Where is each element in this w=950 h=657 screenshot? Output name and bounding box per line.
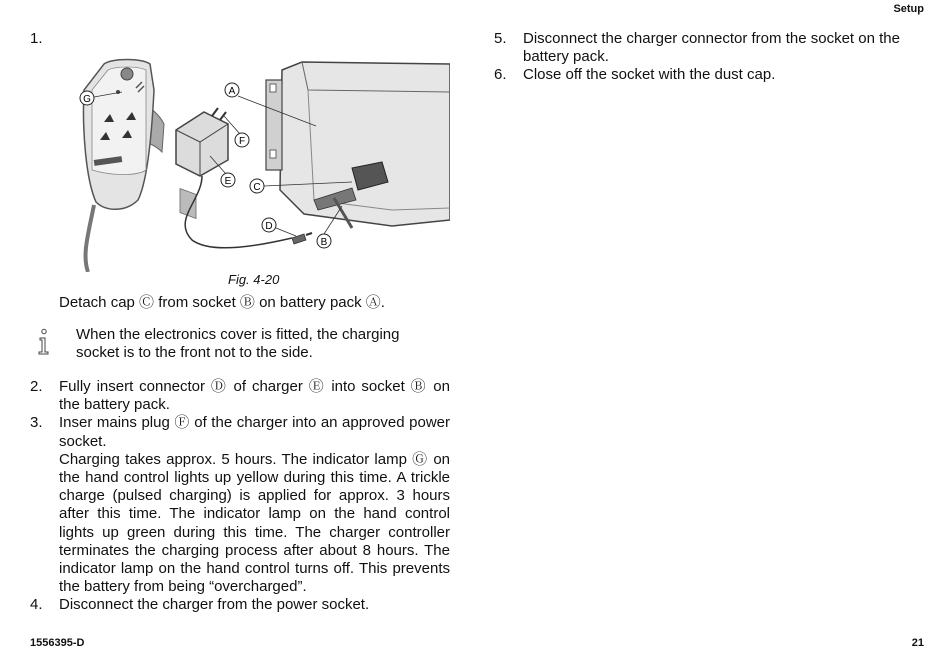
battery-pack [266,62,450,228]
step-text: Close off the socket with the dust cap. [523,66,776,84]
step-2 [30,378,450,414]
indicator-lamp [116,90,120,94]
step-number: 1. [30,30,43,47]
charger-figure [52,50,450,272]
step-number: 6. [494,66,507,84]
right-column [494,30,900,85]
info-icon [34,328,52,356]
label-c: C [253,182,261,193]
step-number: 3. [30,414,43,432]
steps-list-left [30,378,450,615]
detach-instruction: Detach cap Ⓒ from socket Ⓑ on battery pack Ⓐ. [59,294,385,311]
step-5 [494,30,900,66]
doc-number: 1556395-D [30,637,85,649]
label-b: B [320,237,328,248]
step-3 [30,414,450,596]
label-e: E [224,176,232,187]
hand-control [84,60,155,210]
page-number: 21 [911,637,924,649]
step-text: Disconnect the charger connector from the socket on the battery pack. [523,30,900,66]
charger-cable [185,176,292,248]
hand-control-cable [86,205,94,272]
label-d: D [265,221,273,232]
step-6 [494,66,900,84]
power-button-icon [121,68,133,80]
label-f: F [238,136,246,147]
section-header: Setup [893,3,924,15]
step-4 [30,596,450,614]
step-number: 4. [30,596,43,614]
label-a: A [228,86,236,97]
step-text: Disconnect the charger from the power socket. [59,596,370,614]
label-g: G [83,94,91,105]
step-text: Inser mains plug Ⓕ of the charger into an approved power socket. [59,414,450,450]
figure-caption: Fig. 4-20 [228,272,280,287]
step-number: 2. [30,378,43,395]
step-text: Fully insert connector Ⓓ of charger Ⓔ into socket Ⓑ on the battery pack. [59,378,450,414]
info-note: When the electronics cover is fitted, the charging socket is to the front not to the side. [76,326,400,362]
step-3-detail: Charging takes approx. 5 hours. The indicator lamp Ⓖ on the hand control lights up yellow during this time. A trickle charge (pulsed charging) is applied for approx. 3 hours after this time. The indicator lamp on the hand control lights up green during this time. The charger controller terminates the charging process after about 8 hours. The indicator lamp on the hand control turns off. This prevents the battery from being “overcharged”. [59,450,450,596]
step-number: 5. [494,30,507,47]
